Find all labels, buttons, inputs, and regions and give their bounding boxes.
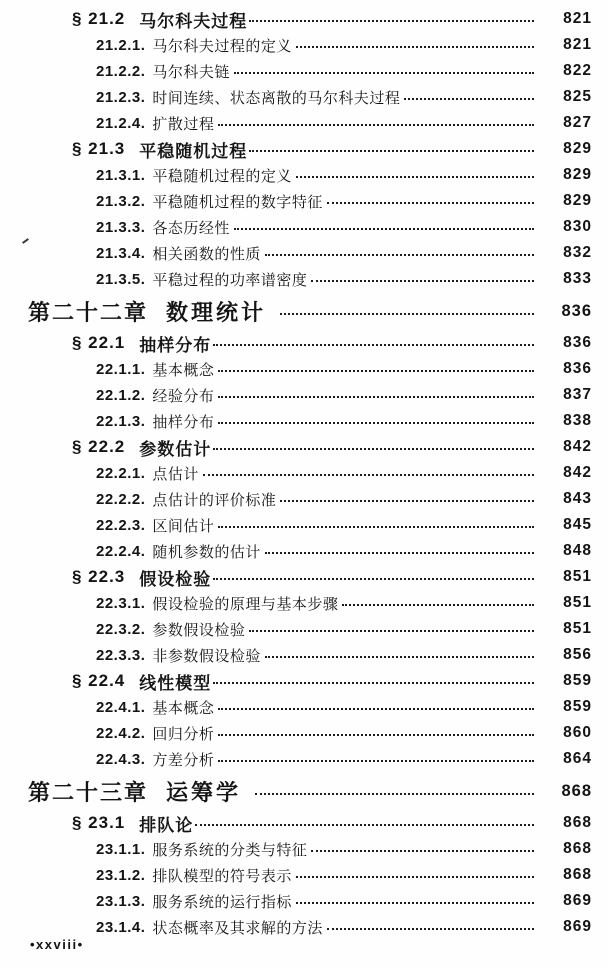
toc-entry-title: 运筹学	[166, 779, 242, 805]
toc-entry	[0, 162, 608, 188]
toc-entry-number: § 23.1	[72, 813, 126, 832]
toc-entry-number: 22.1.2.	[96, 386, 146, 404]
toc-entry	[0, 538, 608, 564]
toc-entry-page: 869	[563, 892, 592, 909]
toc-entry-page: 838	[563, 412, 592, 429]
toc-entry	[0, 772, 608, 810]
dot-leader	[265, 552, 534, 554]
dot-leader	[218, 708, 534, 710]
toc-entry	[0, 330, 608, 356]
toc-entry-number: 22.2.2.	[96, 490, 146, 508]
toc-entry-title: 抽样分布	[152, 413, 215, 431]
toc-entry-number: 21.2.2.	[96, 62, 146, 80]
dot-leader	[265, 254, 534, 256]
toc-entry-page: 869	[563, 918, 592, 935]
toc-entry-page: 829	[563, 166, 592, 183]
toc-entry-page: 833	[563, 270, 592, 287]
toc-entry-number: 第二十三章	[28, 779, 149, 805]
toc-entry-title: 基本概念	[152, 699, 215, 717]
toc-entry	[0, 382, 608, 408]
dot-leader	[218, 526, 534, 528]
toc-entry	[0, 694, 608, 720]
toc-entry-page: 821	[563, 10, 592, 27]
toc-entry-number: 21.3.1.	[96, 166, 146, 184]
toc-entry	[0, 668, 608, 694]
toc-list	[0, 6, 608, 940]
dot-leader	[327, 928, 534, 930]
toc-entry-number: 22.3.2.	[96, 620, 146, 638]
toc-entry-page: 868	[563, 840, 592, 857]
toc-entry-title: 平稳随机过程	[139, 141, 248, 161]
toc-entry-number: 22.4.3.	[96, 750, 146, 768]
dot-leader	[296, 46, 534, 48]
toc-entry	[0, 434, 608, 460]
toc-entry-page: 836	[563, 334, 592, 351]
dot-leader	[234, 72, 534, 74]
dot-leader	[213, 448, 534, 450]
toc-entry-title: 回归分析	[152, 725, 215, 743]
dot-leader	[234, 228, 534, 230]
dot-leader	[255, 793, 534, 795]
toc-entry-title: 经验分布	[152, 387, 215, 405]
toc-entry-number: § 22.2	[72, 437, 126, 456]
toc-entry	[0, 356, 608, 382]
toc-entry-title: 马尔科夫链	[152, 63, 230, 81]
toc-entry	[0, 914, 608, 940]
toc-entry-page: 851	[563, 620, 592, 637]
toc-entry-page: 843	[563, 490, 592, 507]
toc-entry-number: 21.2.1.	[96, 36, 146, 54]
toc-entry	[0, 136, 608, 162]
dot-leader	[296, 876, 534, 878]
dot-leader	[311, 850, 534, 852]
dot-leader	[218, 370, 534, 372]
toc-entry	[0, 110, 608, 136]
toc-entry-number: 22.2.3.	[96, 516, 146, 534]
toc-entry-title: 假设检验	[139, 569, 212, 589]
dot-leader	[296, 176, 534, 178]
toc-entry	[0, 32, 608, 58]
toc-entry-title: 平稳随机过程的数字特征	[152, 193, 323, 211]
dot-leader	[342, 604, 534, 606]
toc-entry	[0, 564, 608, 590]
dot-leader	[213, 344, 534, 346]
toc-entry-title: 数理统计	[166, 299, 267, 325]
toc-entry-number: § 22.3	[72, 567, 126, 586]
toc-entry-page: 827	[563, 114, 592, 131]
toc-entry-number: 22.2.1.	[96, 464, 146, 482]
toc-entry-number: 22.3.3.	[96, 646, 146, 664]
toc-entry	[0, 84, 608, 110]
toc-entry-number: 21.3.3.	[96, 218, 146, 236]
toc-entry-number: 21.2.4.	[96, 114, 146, 132]
toc-entry-page: 859	[563, 698, 592, 715]
toc-entry	[0, 460, 608, 486]
toc-entry-title: 各态历经性	[152, 219, 230, 237]
toc-entry	[0, 616, 608, 642]
toc-entry-page: 848	[563, 542, 592, 559]
dot-leader	[218, 422, 534, 424]
toc-entry-title: 参数估计	[139, 439, 212, 459]
toc-entry-title: 排队论	[139, 815, 194, 835]
dot-leader	[249, 20, 534, 22]
toc-entry-title: 线性模型	[139, 673, 212, 693]
toc-entry-title: 假设检验的原理与基本步骤	[152, 595, 339, 613]
dot-leader	[280, 500, 534, 502]
toc-entry-title: 状态概率及其求解的方法	[152, 919, 323, 937]
toc-entry	[0, 188, 608, 214]
toc-entry-page: 836	[563, 360, 592, 377]
toc-entry-page: 821	[563, 36, 592, 53]
dot-leader	[213, 682, 534, 684]
toc-entry-page: 868	[563, 814, 592, 831]
toc-entry-page: 832	[563, 244, 592, 261]
dot-leader	[213, 578, 534, 580]
toc-entry	[0, 240, 608, 266]
toc-entry	[0, 58, 608, 84]
toc-entry-number: 21.3.2.	[96, 192, 146, 210]
toc-entry-title: 点估计	[152, 465, 199, 483]
toc-entry-title: 区间估计	[152, 517, 215, 535]
toc-entry-page: 851	[563, 568, 592, 585]
toc-entry-number: 22.2.4.	[96, 542, 146, 560]
toc-entry	[0, 836, 608, 862]
toc-entry-page: 845	[563, 516, 592, 533]
toc-entry-number: 22.1.3.	[96, 412, 146, 430]
toc-entry-title: 排队模型的符号表示	[152, 867, 292, 885]
toc-entry	[0, 512, 608, 538]
toc-entry-title: 马尔科夫过程的定义	[152, 37, 292, 55]
toc-entry	[0, 720, 608, 746]
toc-entry-title: 平稳随机过程的定义	[152, 167, 292, 185]
toc-entry-number: 23.1.3.	[96, 892, 146, 910]
toc-entry	[0, 810, 608, 836]
toc-entry-number: 21.3.4.	[96, 244, 146, 262]
toc-entry	[0, 746, 608, 772]
toc-entry-title: 点估计的评价标准	[152, 491, 277, 509]
toc-entry-number: § 21.2	[72, 9, 126, 28]
toc-entry-title: 马尔科夫过程	[139, 11, 248, 31]
toc-entry	[0, 6, 608, 32]
toc-entry-page: 829	[563, 140, 592, 157]
toc-entry-page: 836	[561, 301, 592, 320]
dot-leader	[195, 824, 534, 826]
toc-entry-number: 22.4.2.	[96, 724, 146, 742]
toc-entry-number: 22.3.1.	[96, 594, 146, 612]
toc-entry-number: 22.4.1.	[96, 698, 146, 716]
toc-entry-title: 平稳过程的功率谱密度	[152, 271, 308, 289]
toc-entry-page: 829	[563, 192, 592, 209]
dot-leader	[265, 656, 534, 658]
toc-entry-number: 21.3.5.	[96, 270, 146, 288]
toc-entry-number: 23.1.1.	[96, 840, 146, 858]
toc-entry-title: 服务系统的运行指标	[152, 893, 292, 911]
toc-entry	[0, 292, 608, 330]
dot-leader	[249, 150, 534, 152]
toc-entry-page: 842	[563, 464, 592, 481]
dot-leader	[218, 734, 534, 736]
dot-leader	[296, 902, 534, 904]
toc-entry-number: 23.1.4.	[96, 918, 146, 936]
dot-leader	[218, 396, 534, 398]
dot-leader	[327, 202, 534, 204]
toc-entry	[0, 266, 608, 292]
toc-entry-title: 方差分析	[152, 751, 215, 769]
toc-entry-title: 抽样分布	[139, 335, 212, 355]
toc-entry-title: 相关函数的性质	[152, 245, 261, 263]
toc-entry-page: 868	[563, 866, 592, 883]
toc-entry-number: 22.1.1.	[96, 360, 146, 378]
toc-entry-number: 第二十二章	[28, 299, 149, 325]
toc-entry-page: 837	[563, 386, 592, 403]
dot-leader	[218, 124, 534, 126]
toc-entry-page: 856	[563, 646, 592, 663]
toc-entry-page: 825	[563, 88, 592, 105]
toc-entry	[0, 862, 608, 888]
dot-leader	[249, 630, 534, 632]
toc-entry-number: 21.2.3.	[96, 88, 146, 106]
toc-entry-page: 864	[563, 750, 592, 767]
toc-entry	[0, 486, 608, 512]
toc-entry-title: 服务系统的分类与特征	[152, 841, 308, 859]
toc-entry	[0, 408, 608, 434]
dot-leader	[280, 313, 534, 315]
toc-entry	[0, 590, 608, 616]
dot-leader	[404, 98, 534, 100]
toc-entry-title: 随机参数的估计	[152, 543, 261, 561]
toc-entry-page: 822	[563, 62, 592, 79]
toc-entry-page: 859	[563, 672, 592, 689]
toc-entry-page: 842	[563, 438, 592, 455]
page-number-footer: •xxviii•	[30, 937, 84, 952]
toc-entry-title: 时间连续、状态离散的马尔科夫过程	[152, 89, 401, 107]
toc-entry-page: 830	[563, 218, 592, 235]
toc-entry-title: 非参数假设检验	[152, 647, 261, 665]
toc-entry-title: 参数假设检验	[152, 621, 246, 639]
dot-leader	[311, 280, 534, 282]
toc-entry-number: § 22.4	[72, 671, 126, 690]
toc-entry	[0, 888, 608, 914]
toc-entry-page: 868	[561, 781, 592, 800]
toc-entry-number: § 22.1	[72, 333, 126, 352]
toc-entry-number: § 21.3	[72, 139, 126, 158]
toc-entry-title: 扩散过程	[152, 115, 215, 133]
toc-entry-number: 23.1.2.	[96, 866, 146, 884]
toc-entry-title: 基本概念	[152, 361, 215, 379]
toc-entry-page: 851	[563, 594, 592, 611]
toc-entry	[0, 642, 608, 668]
toc-entry	[0, 214, 608, 240]
dot-leader	[203, 474, 534, 476]
toc-entry-page: 860	[563, 724, 592, 741]
dot-leader	[218, 760, 534, 762]
